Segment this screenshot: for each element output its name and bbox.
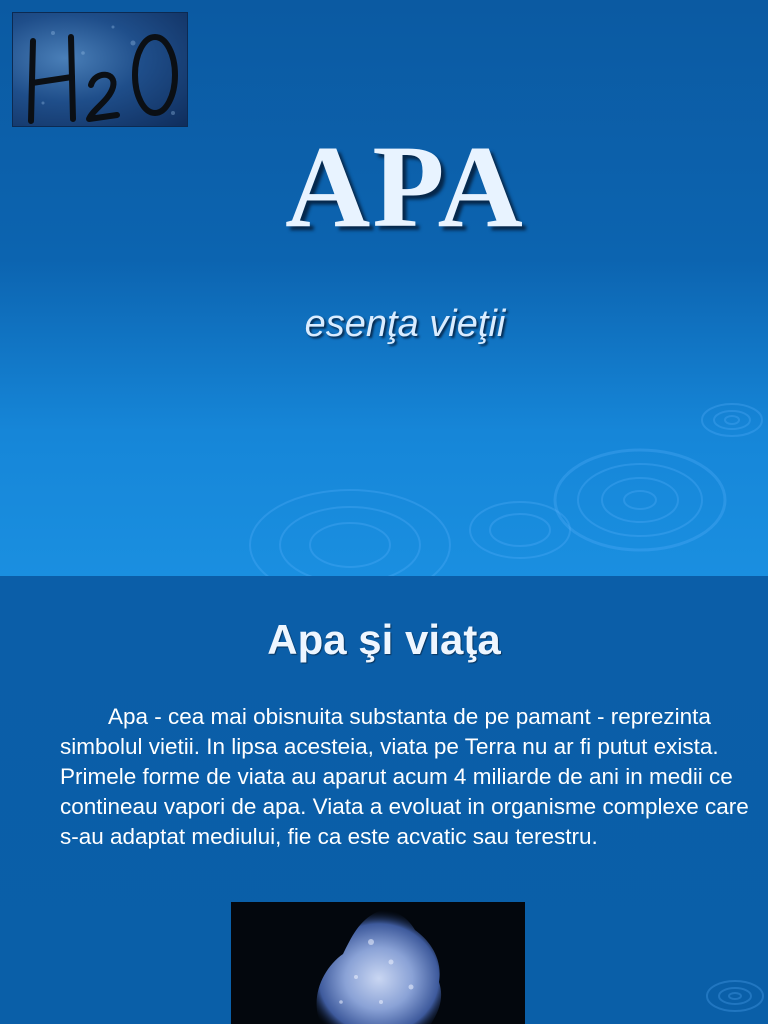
slide-subtitle: esenţa vieţii [304,303,506,345]
content-heading: Apa şi viaţa [267,616,501,663]
h2o-logo [12,12,188,127]
content-paragraph: Apa - cea mai obisnuita substanta de pe pamant - reprezinta simbolul vietii. In lipsa acesteia, viata pe Terra nu ar fi putut exista. Primele forme de viata au aparut acum 4 miliarde de ani in medii ce contineau vapori de apa. Viata a evoluat in organisme complexe care s-au adaptat mediului, fie ca este acvatic sau terestru. [60,704,749,849]
microorganism-photo [231,902,525,1024]
slide-title: APA [285,121,525,252]
h2o-handwriting-icon [13,13,187,126]
content-slide [0,576,768,1024]
